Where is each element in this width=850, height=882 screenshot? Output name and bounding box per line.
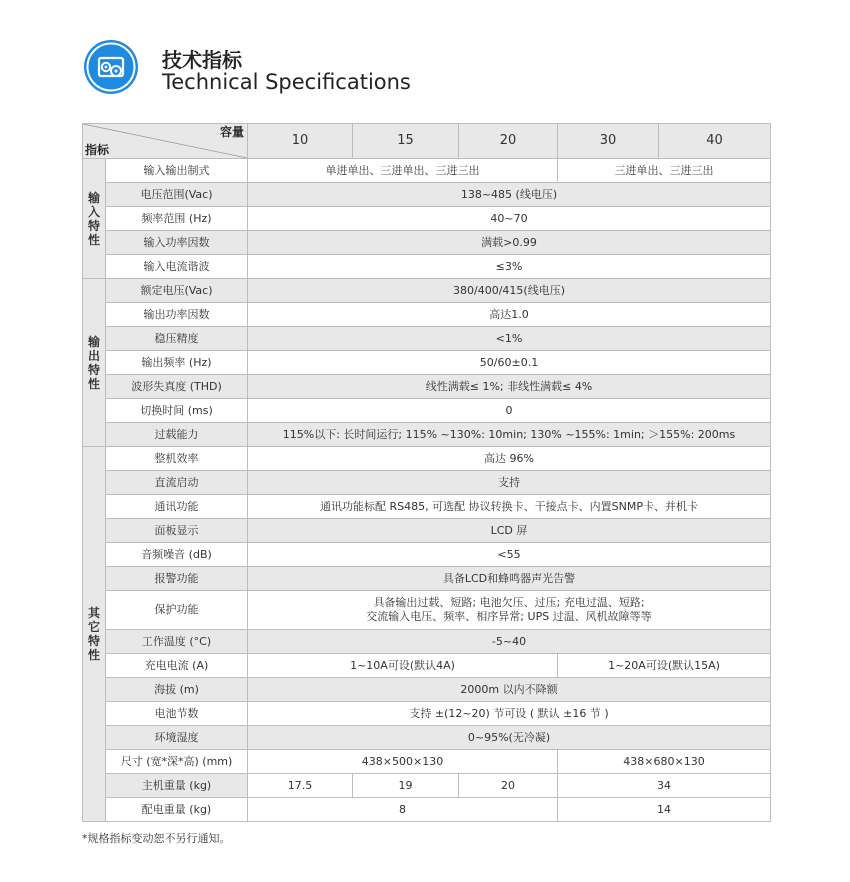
row-label: 音频噪音 (dB) xyxy=(106,543,248,567)
table-row xyxy=(83,567,771,591)
corner-label-capacity: 容量 xyxy=(219,125,244,139)
row-label: 波形失真度 (THD) xyxy=(106,375,248,399)
row-value: 17.5 xyxy=(248,774,353,798)
row-label: 充电电流 (A) xyxy=(106,654,248,678)
table-row xyxy=(83,327,771,351)
row-value: 高达1.0 xyxy=(248,303,771,327)
row-value: 2000m 以内不降额 xyxy=(248,678,771,702)
table-row xyxy=(83,471,771,495)
row-value: ≤3% xyxy=(248,255,771,279)
row-label: 输入电流谐波 xyxy=(106,255,248,279)
row-label: 直流启动 xyxy=(106,471,248,495)
table-row xyxy=(83,678,771,702)
row-label: 稳压精度 xyxy=(106,327,248,351)
row-value: 0~95%(无冷凝) xyxy=(248,726,771,750)
table-row xyxy=(83,351,771,375)
corner-cell xyxy=(83,124,248,159)
row-value: 支持 xyxy=(248,471,771,495)
protection-line-2: 交流输入电压、频率、相序异常; UPS 过温、风机故障等等 xyxy=(366,610,652,623)
table-row xyxy=(83,423,771,447)
row-value: -5~40 xyxy=(248,630,771,654)
row-value: 380/400/415(线电压) xyxy=(248,279,771,303)
row-value: 138~485 (线电压) xyxy=(248,183,771,207)
corner-label-spec: 指标 xyxy=(85,143,110,157)
row-label: 环境湿度 xyxy=(106,726,248,750)
capacity-30: 30 xyxy=(558,124,659,159)
table-row xyxy=(83,519,771,543)
row-value: 单进单出、三进单出、三进三出 xyxy=(248,159,558,183)
row-label: 输出频率 (Hz) xyxy=(106,351,248,375)
capacity-15: 15 xyxy=(353,124,459,159)
table-row xyxy=(83,591,771,630)
table-row xyxy=(83,654,771,678)
spec-table xyxy=(82,123,771,822)
row-value: 115%以下: 长时间运行; 115% ~130%: 10min; 130% ~155%: 1min; ＞155%: 200ms xyxy=(248,423,771,447)
page-title-en: Technical Specifications xyxy=(162,70,411,94)
row-value: 50/60±0.1 xyxy=(248,351,771,375)
row-value: 高达 96% xyxy=(248,447,771,471)
row-value: 支持 ±(12~20) 节可设 ( 默认 ±16 节 ) xyxy=(248,702,771,726)
capacity-40: 40 xyxy=(659,124,771,159)
table-row xyxy=(83,702,771,726)
row-label: 输出功率因数 xyxy=(106,303,248,327)
table-row xyxy=(83,375,771,399)
table-row xyxy=(83,399,771,423)
row-value: 34 xyxy=(558,774,771,798)
table-row xyxy=(83,183,771,207)
section-output: 输 出 特 性 xyxy=(83,279,106,447)
row-value: 20 xyxy=(459,774,558,798)
row-value: <55 xyxy=(248,543,771,567)
table-row xyxy=(83,303,771,327)
row-value: 1~20A可设(默认15A) xyxy=(558,654,771,678)
table-row xyxy=(83,231,771,255)
row-value: <1% xyxy=(248,327,771,351)
capacity-10: 10 xyxy=(248,124,353,159)
protection-line-1: 具备输出过载、短路; 电池欠压、过压; 充电过温、短路; xyxy=(373,596,645,609)
section-input: 输 入 特 性 xyxy=(83,159,106,279)
table-row xyxy=(83,630,771,654)
table-row xyxy=(83,279,771,303)
row-label: 主机重量 (kg) xyxy=(106,774,248,798)
table-row xyxy=(83,447,771,471)
table-row xyxy=(83,495,771,519)
row-label: 输入功率因数 xyxy=(106,231,248,255)
row-value: 具备LCD和蜂鸣器声光告警 xyxy=(248,567,771,591)
row-value: 40~70 xyxy=(248,207,771,231)
row-value: 14 xyxy=(558,798,771,822)
row-value: 438×680×130 xyxy=(558,750,771,774)
table-row xyxy=(83,774,771,798)
footnote: *规格指标变动恕不另行通知。 xyxy=(82,832,231,845)
row-value: 线性满载≤ 1%; 非线性满载≤ 4% xyxy=(248,375,771,399)
capacity-20: 20 xyxy=(459,124,558,159)
row-label: 整机效率 xyxy=(106,447,248,471)
row-label: 保护功能 xyxy=(106,591,248,630)
section-other: 其 它 特 性 xyxy=(83,447,106,822)
gear-document-icon xyxy=(82,38,140,96)
row-label: 频率范围 (Hz) xyxy=(106,207,248,231)
row-label: 通讯功能 xyxy=(106,495,248,519)
row-value: 通讯功能标配 RS485, 可选配 协议转换卡、干接点卡、内置SNMP卡、并机卡 xyxy=(248,495,771,519)
row-label: 额定电压(Vac) xyxy=(106,279,248,303)
row-value xyxy=(248,591,771,630)
row-label: 尺寸 (宽*深*高) (mm) xyxy=(106,750,248,774)
row-label: 电池节数 xyxy=(106,702,248,726)
row-label: 工作温度 (°C) xyxy=(106,630,248,654)
table-row xyxy=(83,798,771,822)
row-value: 0 xyxy=(248,399,771,423)
table-row xyxy=(83,726,771,750)
row-label: 过载能力 xyxy=(106,423,248,447)
table-row xyxy=(83,750,771,774)
row-label: 报警功能 xyxy=(106,567,248,591)
row-label: 海拔 (m) xyxy=(106,678,248,702)
table-row xyxy=(83,159,771,183)
row-label: 切换时间 (ms) xyxy=(106,399,248,423)
row-label: 电压范围(Vac) xyxy=(106,183,248,207)
row-value: 1~10A可设(默认4A) xyxy=(248,654,558,678)
row-value: LCD 屏 xyxy=(248,519,771,543)
row-value: 438×500×130 xyxy=(248,750,558,774)
row-value: 三进单出、三进三出 xyxy=(558,159,771,183)
table-row xyxy=(83,255,771,279)
row-label: 输入输出制式 xyxy=(106,159,248,183)
row-label: 面板显示 xyxy=(106,519,248,543)
table-row xyxy=(83,207,771,231)
row-value: 19 xyxy=(353,774,459,798)
page-title-cn: 技术指标 xyxy=(162,48,242,72)
row-value: 8 xyxy=(248,798,558,822)
table-row xyxy=(83,543,771,567)
row-value: 满载>0.99 xyxy=(248,231,771,255)
row-label: 配电重量 (kg) xyxy=(106,798,248,822)
table-header-row xyxy=(83,124,771,159)
